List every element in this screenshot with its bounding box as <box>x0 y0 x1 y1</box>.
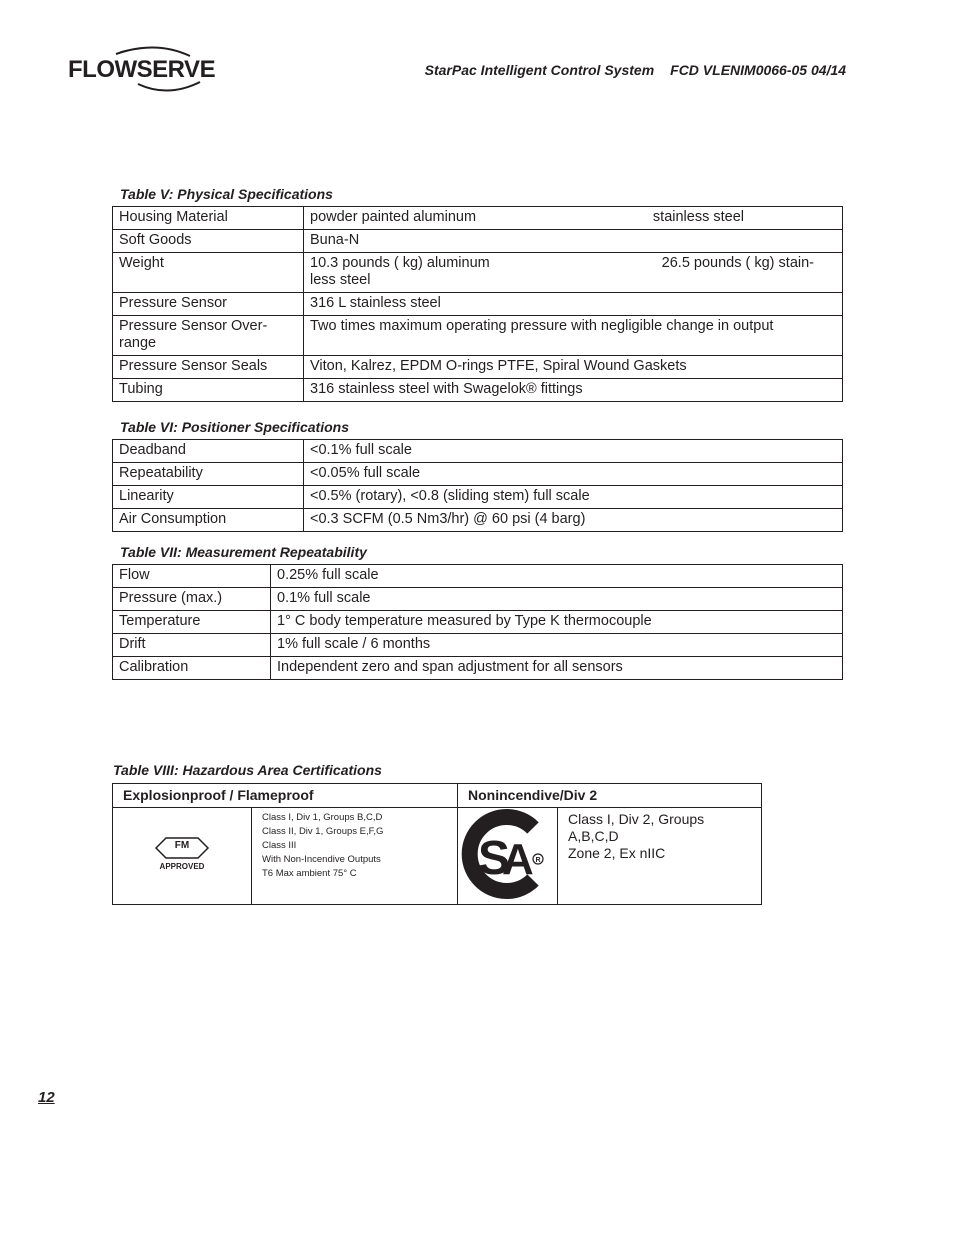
hazardous-area-certifications-table <box>112 783 762 905</box>
fm-approved-text: APPROVED <box>159 861 205 871</box>
row-label: Tubing <box>113 379 304 402</box>
row-value: 316 stainless steel with Swagelok® fittings <box>304 379 843 402</box>
row-value <box>304 207 843 230</box>
table-row <box>113 565 843 588</box>
svg-text:S: S <box>478 832 511 885</box>
doc-code: FCD VLENIM0066-05 04/14 <box>670 62 846 78</box>
table-row <box>113 463 843 486</box>
explosionproof-header: Explosionproof / Flameproof <box>113 784 458 808</box>
csa-details <box>558 808 762 905</box>
value-aluminum: powder painted aluminum <box>310 209 477 225</box>
cert-line: Class I, Div 1, Groups B,C,D <box>262 812 383 823</box>
measurement-repeatability-table <box>112 564 843 680</box>
cert-line: T6 Max ambient 75° C <box>262 868 357 879</box>
table-row <box>113 588 843 611</box>
table-row <box>113 611 843 634</box>
table-row <box>113 379 843 402</box>
row-value: <0.5% (rotary), <0.8 (sliding stem) full scale <box>304 486 843 509</box>
row-label: Linearity <box>113 486 304 509</box>
cert-line: Class III <box>262 840 297 851</box>
table-row <box>113 509 843 532</box>
logo-wordmark: FLOWSERVE <box>68 56 216 83</box>
table7-caption: Table VII: Measurement Repeatability <box>120 544 367 560</box>
flowserve-logo <box>68 42 216 96</box>
table-row <box>113 808 762 905</box>
row-value: <0.1% full scale <box>304 440 843 463</box>
row-label: Temperature <box>113 611 271 634</box>
table-row <box>113 230 843 253</box>
row-value: <0.3 SCFM (0.5 Nm3/hr) @ 60 psi (4 barg) <box>304 509 843 532</box>
table-row <box>113 440 843 463</box>
row-value: 0.1% full scale <box>271 588 843 611</box>
table-row <box>113 293 843 316</box>
row-value: Two times maximum operating pressure with negligible change in output <box>304 316 843 356</box>
cert-line: Class II, Div 1, Groups E,F,G <box>262 826 384 837</box>
row-value: 316 L stainless steel <box>304 293 843 316</box>
table-row <box>113 356 843 379</box>
svg-text:A: A <box>502 835 534 884</box>
doc-title: StarPac Intelligent Control System <box>424 62 655 78</box>
row-label: Weight <box>113 253 304 293</box>
logo-swoosh-icon <box>68 42 208 96</box>
row-value: Buna-N <box>304 230 843 253</box>
weight-stainless-cont: less steel <box>310 272 371 288</box>
weight-aluminum: 10.3 pounds ( kg) aluminum <box>310 255 490 271</box>
table-row <box>113 207 843 230</box>
row-value: <0.05% full scale <box>304 463 843 486</box>
row-label: Pressure Sensor Seals <box>113 356 304 379</box>
row-value: Independent zero and span adjustment for all sensors <box>271 657 843 680</box>
weight-stainless: 26.5 pounds ( kg) stain- <box>661 255 814 271</box>
row-label: Calibration <box>113 657 271 680</box>
document-header <box>425 62 846 78</box>
row-label: Flow <box>113 565 271 588</box>
table-row <box>113 657 843 680</box>
cert-line: Zone 2, Ex nIIC <box>568 845 666 861</box>
svg-text:R: R <box>535 857 541 864</box>
physical-specifications-table <box>112 206 843 402</box>
csa-logo-cell <box>458 808 558 905</box>
fm-approved-icon <box>152 834 212 874</box>
table-row <box>113 253 843 293</box>
row-value <box>304 253 843 293</box>
row-label: Drift <box>113 634 271 657</box>
positioner-specifications-table <box>112 439 843 532</box>
row-label: Repeatability <box>113 463 304 486</box>
fm-logo-cell <box>113 808 252 905</box>
row-label: Soft Goods <box>113 230 304 253</box>
row-value: 0.25% full scale <box>271 565 843 588</box>
row-label: Housing Material <box>113 207 304 230</box>
table-row <box>113 316 843 356</box>
table8-caption: Table VIII: Hazardous Area Certifications <box>113 762 382 778</box>
table-row <box>113 486 843 509</box>
table-header-row <box>113 784 762 808</box>
row-label: Deadband <box>113 440 304 463</box>
page-number: 12 <box>38 1089 55 1106</box>
value-stainless: stainless steel <box>652 209 744 225</box>
fm-details <box>252 808 458 905</box>
row-label: Pressure (max.) <box>113 588 271 611</box>
row-value: 1° C body temperature measured by Type K thermocouple <box>271 611 843 634</box>
table-row <box>113 634 843 657</box>
cert-line: With Non-Incendive Outputs <box>262 854 381 865</box>
table6-caption: Table VI: Positioner Specifications <box>120 419 349 435</box>
row-label: Air Consumption <box>113 509 304 532</box>
cert-line: Class I, Div 2, Groups A,B,C,D <box>568 811 705 844</box>
fm-mark: FM <box>174 839 190 851</box>
table5-caption: Table V: Physical Specifications <box>120 186 333 202</box>
row-value: 1% full scale / 6 months <box>271 634 843 657</box>
row-value: Viton, Kalrez, EPDM O-rings PTFE, Spiral Wound Gaskets <box>304 356 843 379</box>
csa-logo-icon <box>458 808 557 899</box>
row-label: Pressure Sensor Over-range <box>113 316 304 356</box>
nonincendive-header: Nonincendive/Div 2 <box>458 784 762 808</box>
row-label: Pressure Sensor <box>113 293 304 316</box>
